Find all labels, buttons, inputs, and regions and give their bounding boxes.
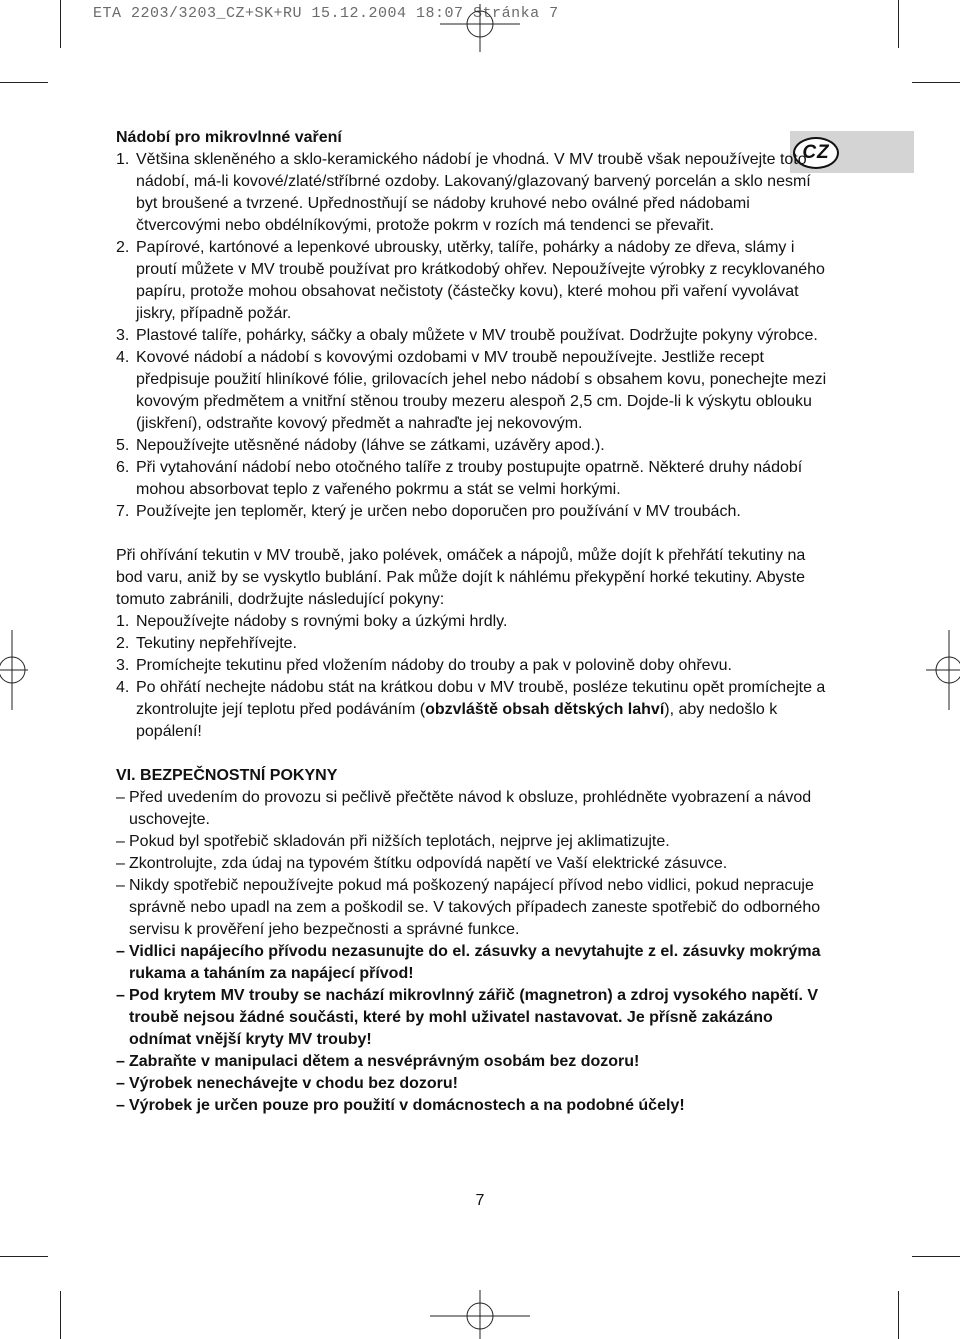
- list-item: – Nikdy spotřebič nepoužívejte pokud má poškozený napájecí přívod nebo vidlici, pokud nepracuje správně nebo upadl na zem a poškodil se. V takových případech zaneste spotřebič do odborného servisu k prověření jeho bezpečnosti a správné funkce.: [116, 877, 821, 938]
- crop-mark-bottom-right: [898, 1291, 899, 1339]
- registration-mark-right-icon: [926, 630, 960, 710]
- crop-mark-top-left: [60, 0, 61, 48]
- liquids-intro: Při ohřívání tekutin v MV troubě, jako polévek, omáček a nápojů, může dojít k přehřátí tekutiny na bod varu, aniž by se vyskytlo bublání. Pak může dojít k náhlému překypění horké tekutiny. Abyste tomuto zabránili, dodržujte následující pokyny:: [116, 547, 806, 608]
- list-item: 2. Tekutiny nepřehřívejte.: [116, 635, 297, 652]
- list-item: 4. Po ohřátí nechejte nádobu stát na krátkou dobu v MV troubě, posléze tekutinu opět promíchejte a zkontrolujte její teplotu před podáváním (obzvláště obsah dětských lahví), aby nedošlo k popálení!: [116, 679, 826, 740]
- list-item: – Pokud byl spotřebič skladován při nižších teplotách, nejprve jej aklimatizujte.: [116, 833, 670, 850]
- list-item: 1. Nepoužívejte nádoby s rovnými boky a úzkými hrdly.: [116, 613, 508, 630]
- list-item: 4. Kovové nádobí a nádobí s kovovými ozdobami v MV troubě nepoužívejte. Jestliže recept předpisuje použití hliníkové fólie, grilovacích jehel nebo nádobí s obsahem kovu, ponechejte mezi kovovým předmětem a vnitřní stěnou trouby mezeru alespoň 2,5 cm. Dojde-li k výskytu oblouku (jiskření), odstraňte kovový předmět a nahraďte jej nekovovým.: [116, 349, 827, 432]
- list-item: 3. Plastové talíře, pohárky, sáčky a obaly můžete v MV troubě používat. Dodržujte pokyny výrobce.: [116, 327, 818, 344]
- document-body: [116, 127, 836, 1117]
- registration-mark-top-icon: [440, 4, 520, 52]
- cookware-list: [116, 149, 836, 523]
- list-item-warning: – Zabraňte v manipulaci dětem a nesvéprávným osobám bez dozoru!: [116, 1053, 640, 1070]
- list-item: 7. Používejte jen teploměr, který je určen nebo doporučen pro používání v MV troubách.: [116, 503, 741, 520]
- page-number: 7: [475, 1192, 485, 1209]
- list-item-warning: – Výrobek nenechávejte v chodu bez dozoru!: [116, 1075, 458, 1092]
- crop-mark-top-right: [898, 0, 899, 48]
- list-item: – Před uvedením do provozu si pečlivě přečtěte návod k obsluze, prohlédněte vyobrazení a návod uschovejte.: [116, 789, 812, 828]
- crop-mark-top-right-h: [912, 82, 960, 83]
- crop-mark-bottom-left: [60, 1291, 61, 1339]
- list-item: 5. Nepoužívejte utěsněné nádoby (láhve se zátkami, uzávěry apod.).: [116, 437, 605, 454]
- list-item-warning: – Vidlici napájecího přívodu nezasunujte do el. zásuvky a nevytahujte z el. zásuvky mokrýma rukama a taháním za napájecí přívod!: [116, 943, 821, 982]
- list-item-warning: – Výrobek je určen pouze pro použití v domácnostech a na podobné účely!: [116, 1097, 685, 1114]
- list-item: 1. Většina skleněného a sklo-keramického nádobí je vhodná. V MV troubě však nepoužívejte toto nádobí, má-li kovové/zlaté/stříbrné ozdoby. Lakovaný/glazovaný barvený porcelán a sklo nesmí byt broušené a tvrzené. Upřednostňují se nádoby kruhové nebo oválné před nádobami čtvercovými nebo obdélníkovými, protože pokrm v rozích má tendenci se převařit.: [116, 151, 811, 234]
- registration-mark-left-icon: [0, 630, 28, 710]
- section-title-safety: VI. BEZPEČNOSTNÍ POKYNY: [116, 767, 338, 784]
- list-item-warning: – Pod krytem MV trouby se nachází mikrovlnný zářič (magnetron) a zdroj vysokého napětí. V troubě nejsou žádné součásti, které by mohl uživatel nastavovat. Je přísně zakázáno odnímat vnější kryty MV trouby!: [116, 987, 819, 1048]
- liquids-list: [116, 611, 836, 743]
- safety-list: [116, 787, 836, 1117]
- list-item: – Zkontrolujte, zda údaj na typovém štítku odpovídá napětí ve Vaší elektrické zásuvce.: [116, 855, 728, 872]
- section-title-cookware: Nádobí pro mikrovlnné vaření: [116, 129, 342, 146]
- crop-mark-bottom-right-h: [912, 1256, 960, 1257]
- list-item: 6. Při vytahování nádobí nebo otočného talíře z trouby postupujte opatrně. Některé druhy nádobí mohou absorbovat teplo z vařeného pokrmu a stát se velmi horkými.: [116, 459, 803, 498]
- crop-mark-top-left-h: [0, 82, 48, 83]
- print-header: ETA 2203/3203_CZ+SK+RU 15.12.2004 18:07 Stránka 7: [93, 5, 559, 22]
- list-item: 3. Promíchejte tekutinu před vložením nádoby do trouby a pak v polovině doby ohřevu.: [116, 657, 732, 674]
- list-item: 2. Papírové, kartónové a lepenkové ubrousky, utěrky, talíře, pohárky a nádoby ze dřeva, slámy i proutí můžete v MV troubě používat pro krátkodobý ohřev. Nepoužívejte výrobky z recyklovaného papíru, protože mohou obsahovat nečistoty (částečky kovu), které mohou při vaření vyvolávat jiskry, případně požár.: [116, 239, 825, 322]
- registration-mark-bottom-icon: [430, 1290, 530, 1339]
- crop-mark-bottom-left-h: [0, 1256, 48, 1257]
- language-badge: CZ: [793, 137, 839, 169]
